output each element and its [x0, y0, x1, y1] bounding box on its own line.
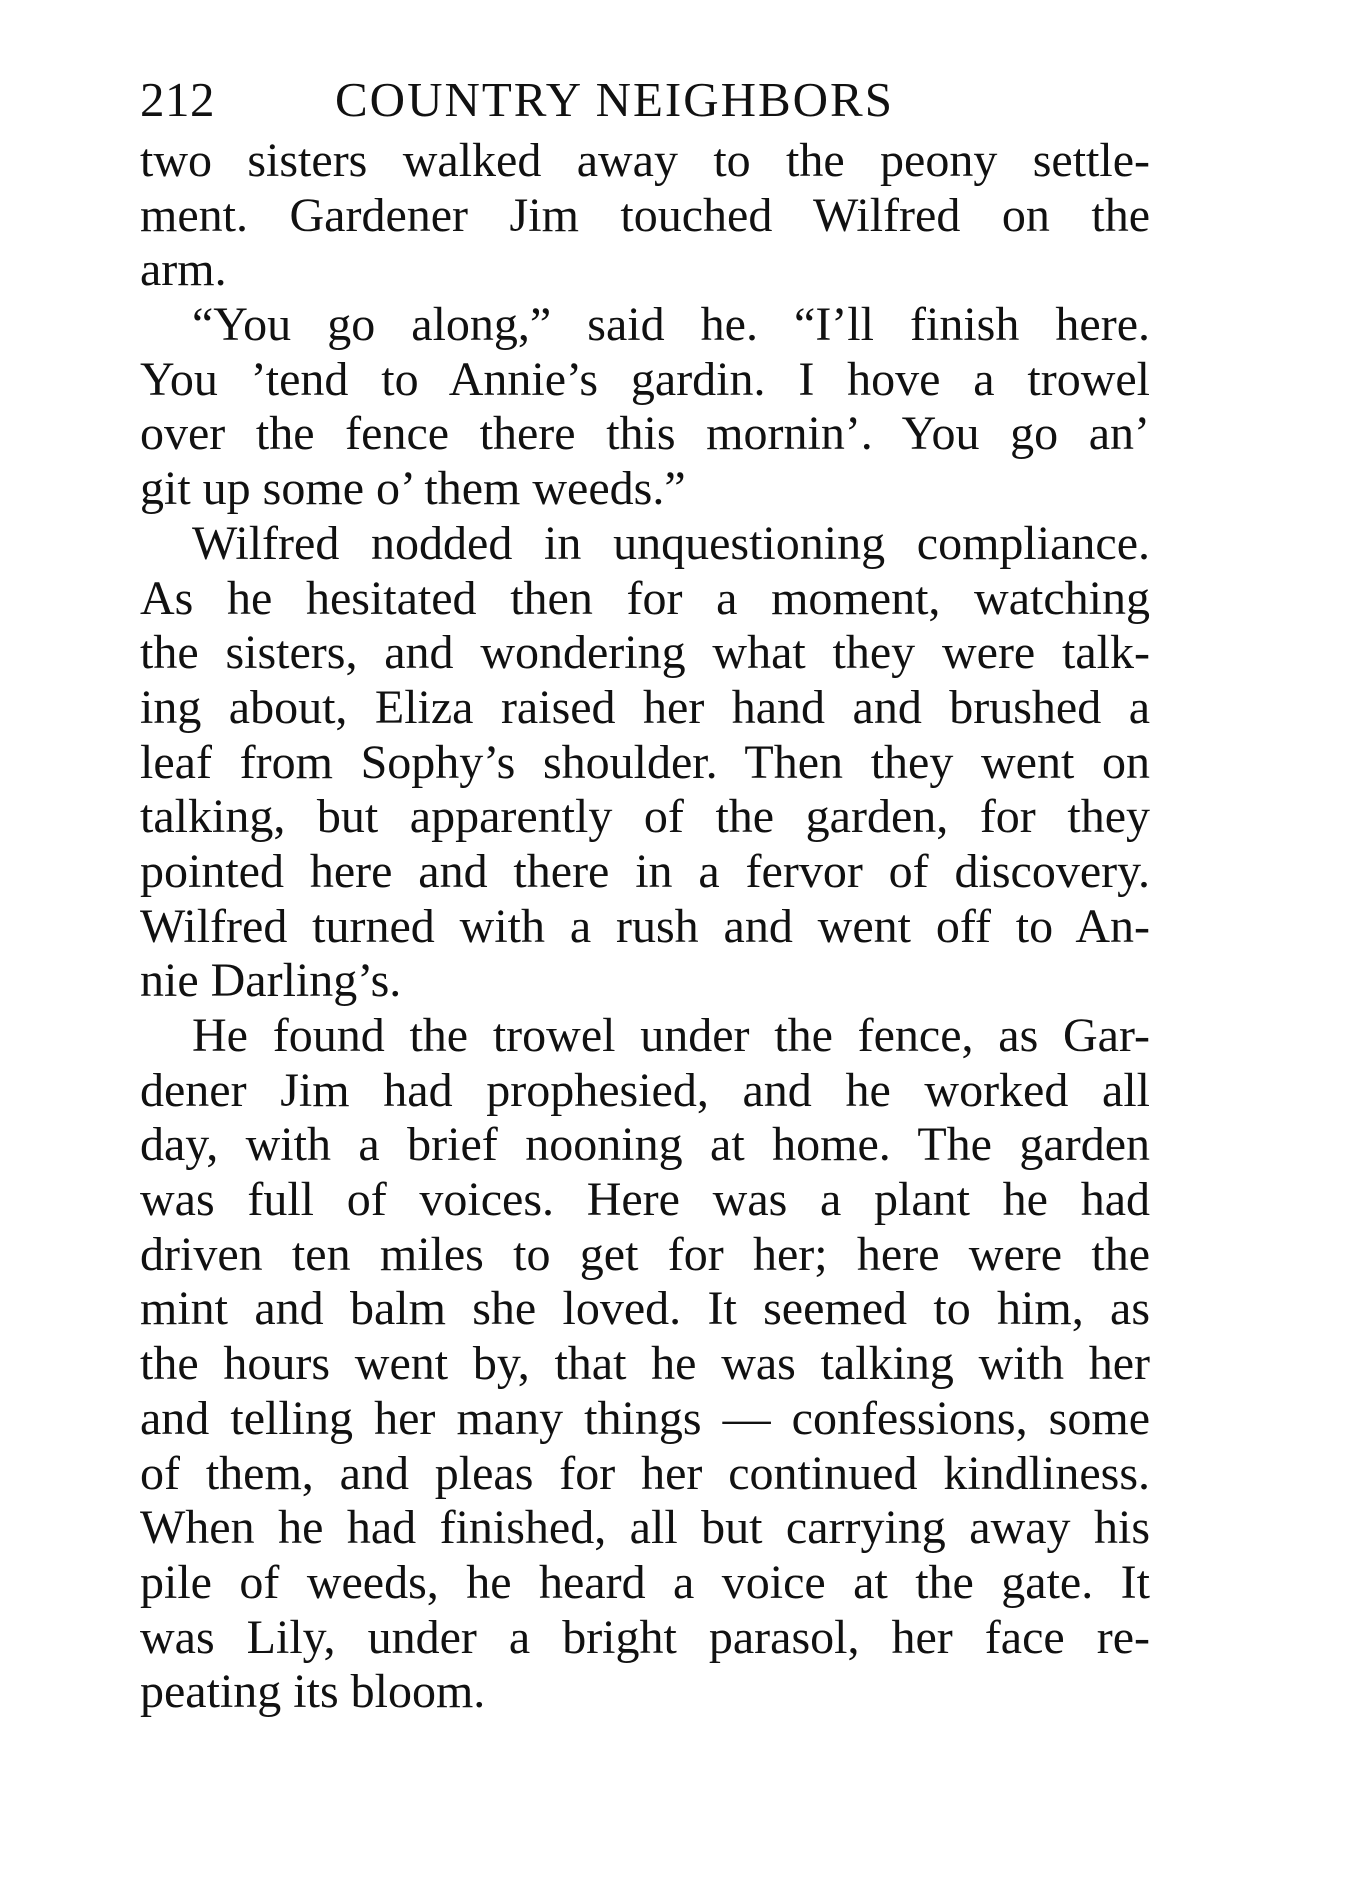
- paragraph: [140, 134, 1150, 298]
- paragraph: [140, 298, 1150, 517]
- text-line: the sisters, and wondering what they were talk-: [140, 626, 1150, 680]
- text-line: over the fence there this mornin’. You go an’: [140, 407, 1150, 461]
- paragraph: [140, 1009, 1150, 1720]
- text-line: was Lily, under a bright parasol, her face re-: [140, 1610, 1150, 1664]
- text-line: Wilfred nodded in unquestioning compliance.: [192, 516, 1150, 570]
- text-line: arm.: [140, 243, 227, 297]
- text-line: He found the trowel under the fence, as Gar-: [192, 1009, 1150, 1062]
- text-line: nie Darling’s.: [140, 954, 402, 1008]
- text-line: mint and balm she loved. It seemed to him, as: [140, 1282, 1150, 1336]
- text-line: day, with a brief nooning at home. The garden: [140, 1118, 1150, 1172]
- text-line: driven ten miles to get for her; here were the: [140, 1227, 1150, 1281]
- text-line: pile of weeds, he heard a voice at the gate. It: [140, 1555, 1150, 1609]
- text-line: talking, but apparently of the garden, for they: [140, 790, 1150, 844]
- page-number: 212: [140, 72, 215, 127]
- text-line: dener Jim had prophesied, and he worked all: [140, 1063, 1150, 1117]
- text-line: git up some o’ them weeds.”: [140, 462, 686, 516]
- text-line: of them, and pleas for her continued kindliness.: [140, 1446, 1150, 1500]
- text-line: the hours went by, that he was talking with her: [140, 1337, 1150, 1391]
- text-line: As he hesitated then for a moment, watching: [140, 571, 1150, 625]
- text-line: When he had finished, all but carrying away his: [140, 1501, 1150, 1555]
- text-line: You ’tend to Annie’s gardin. I hove a trowel: [140, 352, 1150, 406]
- text-line: was full of voices. Here was a plant he had: [140, 1173, 1150, 1227]
- running-head-title: COUNTRY NEIGHBORS: [335, 72, 894, 127]
- text-line: leaf from Sophy’s shoulder. Then they went on: [140, 735, 1150, 789]
- running-head: [140, 70, 1150, 136]
- text-line: Wilfred turned with a rush and went off to An-: [140, 899, 1150, 953]
- text-line: ment. Gardener Jim touched Wilfred on the: [140, 188, 1150, 242]
- text-line: two sisters walked away to the peony settle-: [140, 134, 1150, 187]
- paragraph: [140, 517, 1150, 1009]
- text-line: peating its bloom.: [140, 1665, 486, 1719]
- book-page: [140, 70, 1150, 1720]
- text-line: “You go along,” said he. “I’ll finish here.: [192, 298, 1150, 352]
- text-line: pointed here and there in a fervor of discovery.: [140, 844, 1150, 898]
- body-text: [140, 134, 1150, 1720]
- text-line: and telling her many things — confessions, some: [140, 1391, 1150, 1445]
- text-line: ing about, Eliza raised her hand and brushed a: [140, 680, 1150, 734]
